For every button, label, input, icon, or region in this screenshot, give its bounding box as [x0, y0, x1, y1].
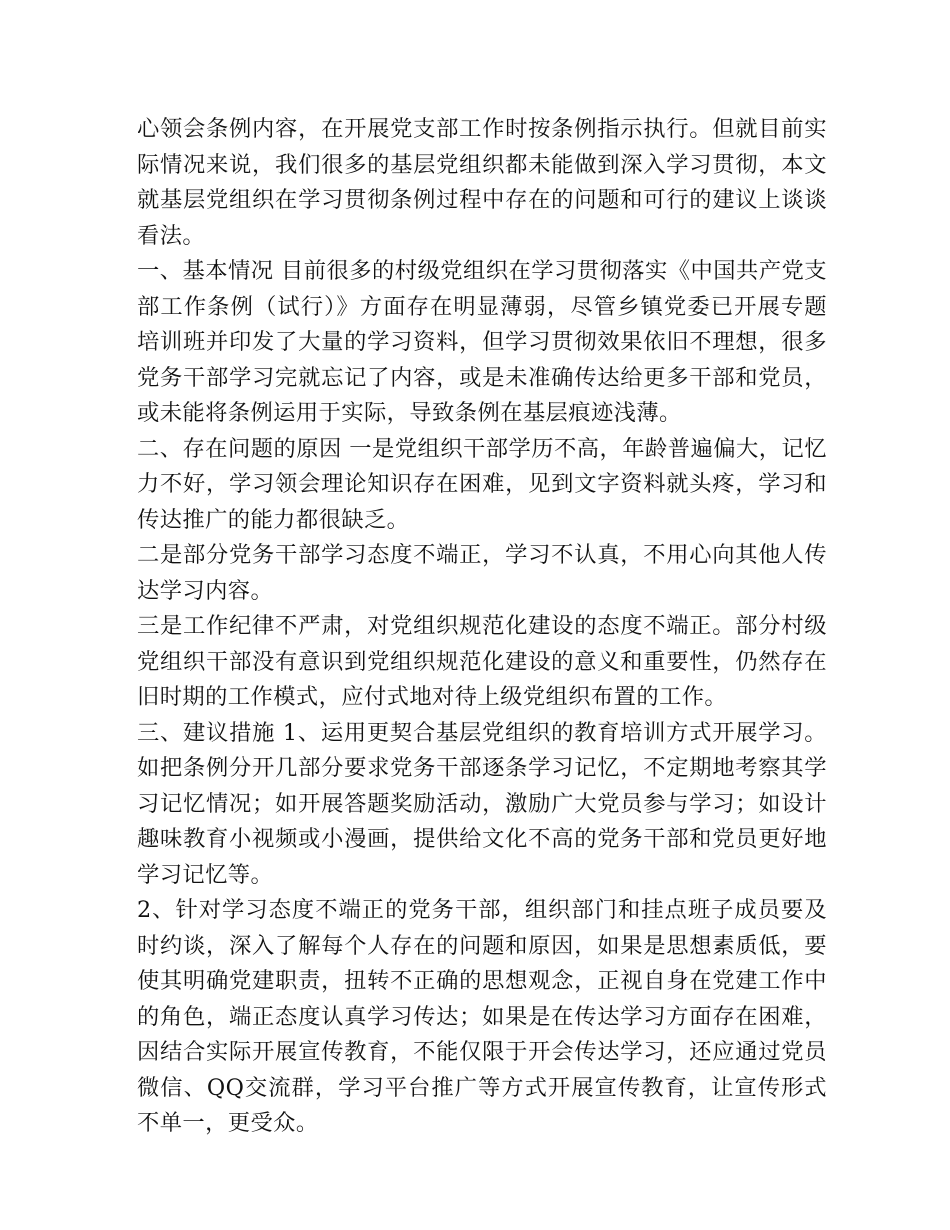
paragraph-cause-two: 二是部分党务干部学习态度不端正，学习不认真，不用心向其他人传达学习内容。	[137, 542, 827, 604]
paragraph-problem-causes: 二、存在问题的原因 一是党组织干部学历不高，年龄普遍偏大，记忆力不好，学习领会理论知识存在困难，见到文字资料就头疼，学习和传达推广的能力都很缺乏。	[137, 435, 827, 533]
paragraph-basic-situation: 一、基本情况 目前很多的村级党组织在学习贯彻落实《中国共产党支部工作条例（试行）》方面存在明显薄弱，尽管乡镇党委已开展专题培训班并印发了大量的学习资料，但学习贯彻效果依旧不理想，很多党务干部学习完就忘记了内容，或是未准确传达给更多干部和党员，或未能将条例运用于实际，导致条例在基层痕迹浅薄。	[137, 258, 827, 426]
paragraph-cause-three: 三是工作纪律不严肃，对党组织规范化建设的态度不端正。部分村级党组织干部没有意识到党组织规范化建设的意义和重要性，仍然存在旧时期的工作模式，应付式地对待上级党组织布置的工作。	[137, 613, 827, 710]
paragraph-suggestion-two: 2、针对学习态度不端正的党务干部，组织部门和挂点班子成员要及时约谈，深入了解每个人存在的问题和原因，如果是思想素质低，要使其明确党建职责，扭转不正确的思想观念，正视自身在党建工作中的角色，端正态度认真学习传达；如果是在传达学习方面存在困难，因结合实际开展宣传教育，不能仅限于开会传达学习，还应通过党员微信、QQ交流群，学习平台推广等方式开展宣传教育，让宣传形式不单一，更受众。	[137, 897, 827, 1136]
paragraph-intro: 心领会条例内容，在开展党支部工作时按条例指示执行。但就目前实际情况来说，我们很多的基层党组织都未能做到深入学习贯彻，本文就基层党组织在学习贯彻条例过程中存在的问题和可行的建议上谈谈看法。	[137, 116, 827, 249]
paragraph-suggestion-one: 三、建议措施 1、运用更契合基层党组织的教育培训方式开展学习。如把条例分开几部分要求党务干部逐条学习记忆，不定期地考察其学习记忆情况；如开展答题奖励活动，激励广大党员参与学习；如设计趣味教育小视频或小漫画，提供给文化不高的党务干部和党员更好地学习记忆等。	[137, 719, 827, 888]
document-body	[137, 112, 827, 1142]
